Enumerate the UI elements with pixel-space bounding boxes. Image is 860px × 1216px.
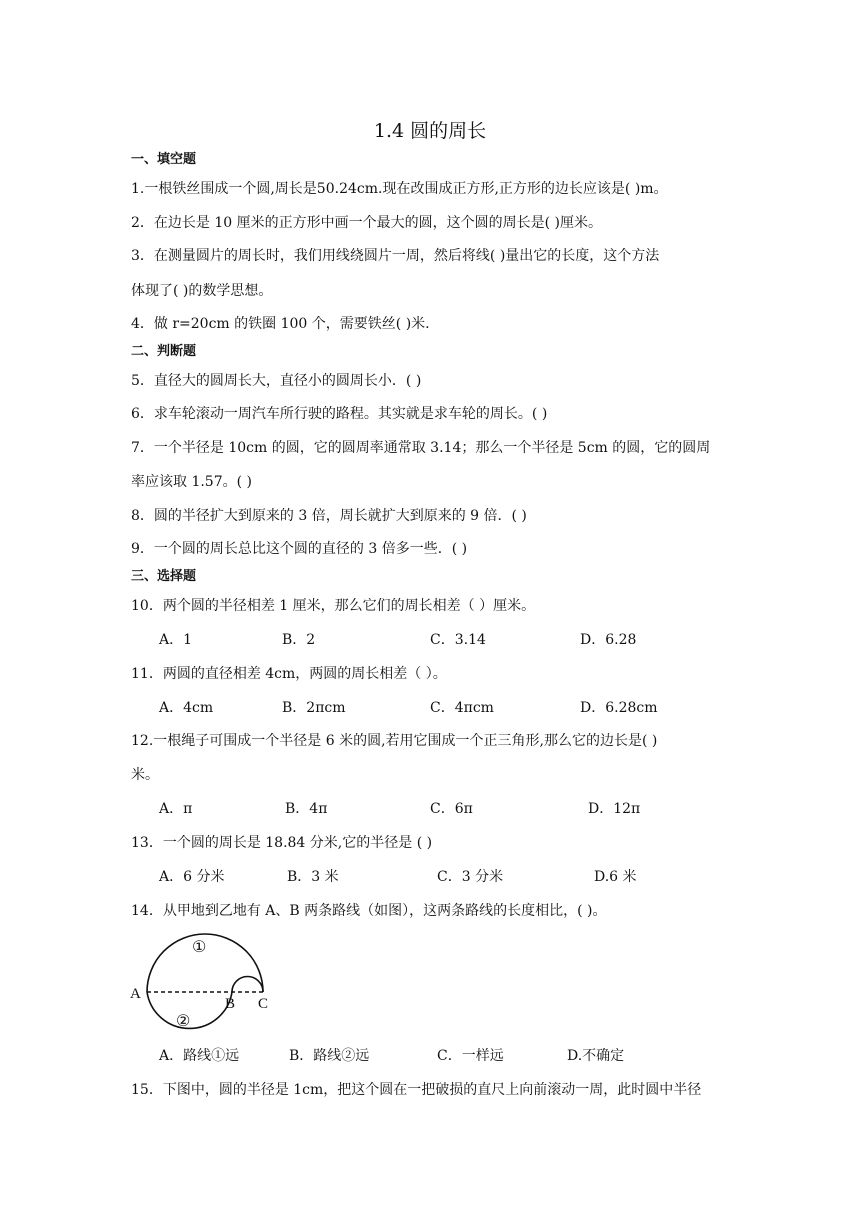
- q11-option-a: A．4cm: [159, 700, 214, 716]
- question-6: 6．求车轮滚动一周汽车所行驶的路程。其实就是求车轮的周长。( ): [131, 406, 548, 422]
- route-2-right-arc: [232, 977, 263, 992]
- question-11: 11．两圆的直径相差 4cm，两圆的周长相差（ ）。: [131, 666, 447, 682]
- label-b: B: [225, 996, 236, 1012]
- q14-option-a: A．路线①远: [159, 1048, 240, 1064]
- question-9: 9．一个圆的周长总比这个圆的直径的 3 倍多一些．( ): [131, 541, 468, 557]
- question-2: 2．在边长是 10 厘米的正方形中画一个最大的圆，这个圆的周长是( )厘米。: [131, 215, 602, 231]
- section-true-false: 二、判断题: [131, 344, 197, 359]
- q13-option-b: B．3 米: [287, 869, 339, 885]
- q12-option-d: D．12π: [588, 801, 641, 817]
- question-12-line-2: 米。: [131, 767, 159, 783]
- q10-option-b: B．2: [282, 632, 316, 648]
- label-c: C: [258, 996, 269, 1012]
- question-5: 5．直径大的圆周长大，直径小的圆周长小．( ): [131, 373, 422, 389]
- q10-option-a: A．1: [159, 632, 193, 648]
- question-14: 14．从甲地到乙地有 A、B 两条路线（如图），这两条路线的长度相比，( )。: [131, 903, 607, 919]
- question-3-line-1: 3．在测量圆片的周长时，我们用线绕圆片一周，然后将线( )量出它的长度，这个方法: [131, 248, 660, 264]
- q10-option-d: D．6.28: [580, 632, 637, 648]
- question-7-line-2: 率应该取 1.57。( ): [131, 474, 252, 490]
- question-1: 1.一根铁丝围成一个圆,周长是50.24cm.现在改围成正方形,正方形的边长应该是( )m。: [131, 181, 668, 197]
- route-diagram: [128, 928, 278, 1038]
- q13-option-d: D.6 米: [594, 869, 637, 885]
- label-a: A: [130, 986, 141, 1002]
- q12-option-b: B．4π: [285, 801, 328, 817]
- q14-option-c: C．一样远: [437, 1048, 504, 1064]
- question-13: 13．一个圆的周长是 18.84 分米,它的半径是 ( ): [131, 835, 433, 851]
- question-15: 15．下图中，圆的半径是 1cm，把这个圆在一把破损的直尺上向前滚动一周，此时圆中半径: [131, 1082, 702, 1098]
- q12-option-c: C．6π: [430, 801, 473, 817]
- q12-option-a: A．π: [159, 801, 193, 817]
- label-route-2: ②: [176, 1011, 191, 1030]
- question-12-line-1: 12.一根绳子可围成一个半径是 6 米的圆,若用它围成一个正三角形,那么它的边长是( ): [131, 733, 658, 749]
- section-multiple-choice: 三、选择题: [131, 569, 197, 584]
- q14-option-b: B．路线②远: [289, 1048, 370, 1064]
- q11-option-b: B．2πcm: [282, 700, 346, 716]
- q11-option-d: D．6.28cm: [580, 700, 658, 716]
- section-fill-blank: 一、填空题: [131, 152, 197, 167]
- question-3-line-2: 体现了( )的数学思想。: [131, 283, 273, 299]
- question-8: 8．圆的半径扩大到原来的 3 倍，周长就扩大到原来的 9 倍．( ): [131, 508, 527, 524]
- page-title: 1.4 圆的周长: [373, 120, 487, 142]
- question-4: 4．做 r=20cm 的铁圈 100 个，需要铁丝( )米.: [131, 316, 430, 332]
- question-7-line-1: 7．一个半径是 10cm 的圆，它的圆周率通常取 3.14；那么一个半径是 5cm 的圆，它的圆周: [131, 440, 711, 456]
- q13-option-c: C．3 分米: [437, 869, 504, 885]
- question-10: 10．两个圆的半径相差 1 厘米，那么它们的周长相差（ ）厘米。: [131, 598, 536, 614]
- label-route-1: ①: [192, 937, 207, 956]
- q10-option-c: C．3.14: [430, 632, 486, 648]
- q13-option-a: A．6 分米: [159, 869, 225, 885]
- q11-option-c: C．4πcm: [430, 700, 494, 716]
- q14-option-d: D.不确定: [567, 1048, 625, 1064]
